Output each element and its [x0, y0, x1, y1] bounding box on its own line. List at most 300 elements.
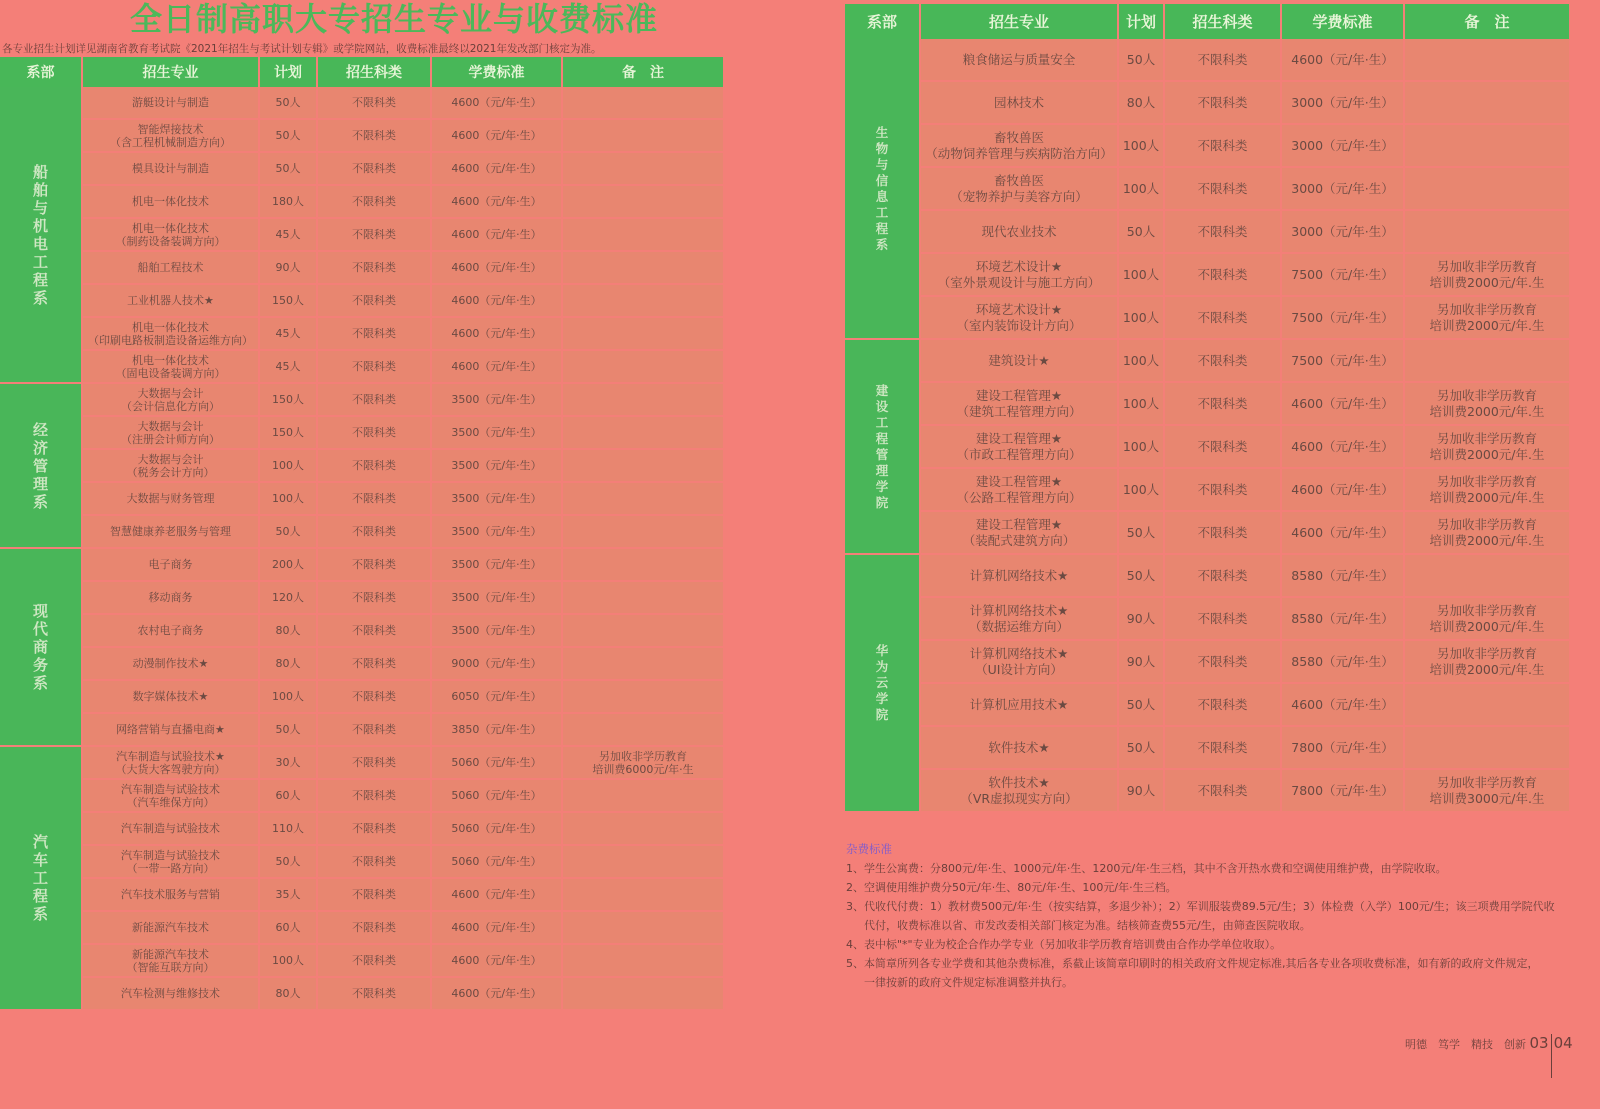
note-cell: [562, 449, 724, 482]
plan-cell: 100人: [1118, 124, 1164, 167]
page-number-right: 04: [1553, 1034, 1573, 1052]
fee-notes: [846, 840, 1570, 992]
note-cell: [562, 185, 724, 218]
major-cell: 汽车检测与维修技术: [82, 977, 259, 1010]
notes-title: 杂费标准: [846, 842, 892, 856]
plan-cell: 60人: [259, 779, 317, 812]
note-cell: 另加收非学历教育 培训费2000元/年.生: [1404, 296, 1570, 339]
note-cell: [562, 812, 724, 845]
subject-cell: 不限科类: [317, 746, 431, 779]
fee-cell: 8580（元/年·生）: [1281, 640, 1404, 683]
plan-cell: 60人: [259, 911, 317, 944]
plan-cell: 100人: [1118, 468, 1164, 511]
plan-cell: 50人: [259, 515, 317, 548]
header-fee: 学费标准: [431, 57, 562, 87]
table-row: [845, 554, 1570, 597]
subject-cell: 不限科类: [1164, 382, 1281, 425]
major-cell: 模具设计与制造: [82, 152, 259, 185]
subject-cell: 不限科类: [1164, 339, 1281, 382]
fee-cell: 7500（元/年·生）: [1281, 296, 1404, 339]
fee-cell: 8580（元/年·生）: [1281, 554, 1404, 597]
major-cell: 软件技术★ （VR虚拟现实方向）: [920, 769, 1118, 812]
subject-cell: 不限科类: [1164, 769, 1281, 812]
note-item: 2、空调使用维护费分50元/年·生、80元/年·生、100元/年·生三档。: [846, 881, 1177, 894]
table-row: [0, 317, 724, 350]
note-cell: [1404, 210, 1570, 253]
note-cell: [562, 680, 724, 713]
note-cell: [562, 87, 724, 119]
note-cell: [562, 779, 724, 812]
subject-cell: 不限科类: [317, 416, 431, 449]
plan-cell: 90人: [1118, 769, 1164, 812]
subject-cell: 不限科类: [1164, 81, 1281, 124]
plan-cell: 35人: [259, 878, 317, 911]
table-row: [0, 87, 724, 119]
subject-cell: 不限科类: [1164, 640, 1281, 683]
fee-cell: 3500（元/年·生）: [431, 383, 562, 416]
fee-cell: 5060（元/年·生）: [431, 746, 562, 779]
subject-cell: 不限科类: [317, 548, 431, 581]
subject-cell: 不限科类: [1164, 39, 1281, 81]
major-cell: 机电一体化技术 （固电设备装调方向）: [82, 350, 259, 383]
table-row: [0, 284, 724, 317]
plan-cell: 80人: [1118, 81, 1164, 124]
plan-cell: 150人: [259, 383, 317, 416]
major-cell: 大数据与会计 （注册会计师方向）: [82, 416, 259, 449]
note-item: 1、学生公寓费：分800元/年·生、1000元/年·生、1200元/年·生三档，其中不含开热水费和空调使用维护费，由学院收取。: [846, 862, 1447, 875]
note-cell: [1404, 683, 1570, 726]
fee-cell: 4600（元/年·生）: [1281, 382, 1404, 425]
fee-cell: 4600（元/年·生）: [431, 911, 562, 944]
plan-cell: 50人: [259, 713, 317, 746]
subject-cell: 不限科类: [317, 317, 431, 350]
subject-cell: 不限科类: [317, 383, 431, 416]
fee-cell: 3500（元/年·生）: [431, 581, 562, 614]
note-cell: [562, 152, 724, 185]
page-divider: [1551, 1034, 1552, 1078]
page-number-left: 03: [1529, 1034, 1549, 1052]
fee-cell: 3500（元/年·生）: [431, 482, 562, 515]
plan-cell: 100人: [259, 944, 317, 977]
fee-cell: 5060（元/年·生）: [431, 812, 562, 845]
table-row: [0, 185, 724, 218]
subject-cell: 不限科类: [317, 845, 431, 878]
fee-table-right: [845, 4, 1571, 813]
fee-cell: 4600（元/年·生）: [431, 350, 562, 383]
major-cell: 建设工程管理★ （装配式建筑方向）: [920, 511, 1118, 554]
fee-cell: 7500（元/年·生）: [1281, 253, 1404, 296]
subject-cell: 不限科类: [317, 779, 431, 812]
page-title: 全日制高职大专招生专业与收费标准: [130, 0, 659, 38]
table-row: [845, 339, 1570, 382]
note-cell: 另加收非学历教育 培训费2000元/年.生: [1404, 425, 1570, 468]
table-row: [845, 39, 1570, 81]
subject-cell: 不限科类: [317, 350, 431, 383]
major-cell: 农村电子商务: [82, 614, 259, 647]
major-cell: 动漫制作技术★: [82, 647, 259, 680]
plan-cell: 80人: [259, 977, 317, 1010]
fee-cell: 3500（元/年·生）: [431, 515, 562, 548]
dept-name: 汽车工程系: [32, 833, 48, 923]
note-cell: [562, 515, 724, 548]
subject-cell: 不限科类: [1164, 124, 1281, 167]
subject-cell: 不限科类: [317, 152, 431, 185]
subject-cell: 不限科类: [317, 482, 431, 515]
table-row: [845, 124, 1570, 167]
fee-cell: 4600（元/年·生）: [431, 284, 562, 317]
header-dept: 系部: [0, 57, 82, 87]
fee-cell: 5060（元/年·生）: [431, 779, 562, 812]
major-cell: 园林技术: [920, 81, 1118, 124]
note-cell: 另加收非学历教育 培训费2000元/年.生: [1404, 511, 1570, 554]
dept-cell: [0, 87, 82, 383]
plan-cell: 50人: [259, 119, 317, 152]
major-cell: 建设工程管理★ （建筑工程管理方向）: [920, 382, 1118, 425]
note-cell: 另加收非学历教育 培训费2000元/年.生: [1404, 597, 1570, 640]
note-cell: 另加收非学历教育 培训费6000元/年·生: [562, 746, 724, 779]
major-cell: 移动商务: [82, 581, 259, 614]
dept-cell: [0, 383, 82, 548]
dept-name: 生物与信息工程系: [875, 124, 889, 252]
footer-motto: 明德 笃学 精技 创新: [1405, 1038, 1526, 1051]
subject-cell: 不限科类: [317, 119, 431, 152]
header-major: 招生专业: [920, 4, 1118, 39]
plan-cell: 50人: [1118, 511, 1164, 554]
note-cell: [1404, 39, 1570, 81]
subject-cell: 不限科类: [1164, 210, 1281, 253]
plan-cell: 180人: [259, 185, 317, 218]
major-cell: 建设工程管理★ （公路工程管理方向）: [920, 468, 1118, 511]
plan-cell: 100人: [1118, 167, 1164, 210]
note-cell: [1404, 167, 1570, 210]
note-cell: 另加收非学历教育 培训费2000元/年.生: [1404, 382, 1570, 425]
table-row: [0, 119, 724, 152]
note-cell: [562, 482, 724, 515]
fee-cell: 3850（元/年·生）: [431, 713, 562, 746]
subject-cell: 不限科类: [317, 977, 431, 1010]
note-cell: [562, 713, 724, 746]
table-row: [0, 152, 724, 185]
table-row: [0, 944, 724, 977]
fee-cell: 4600（元/年·生）: [431, 944, 562, 977]
fee-cell: 4600（元/年·生）: [431, 317, 562, 350]
major-cell: 现代农业技术: [920, 210, 1118, 253]
table-row: [845, 167, 1570, 210]
note-cell: 另加收非学历教育 培训费2000元/年.生: [1404, 468, 1570, 511]
plan-cell: 90人: [1118, 597, 1164, 640]
major-cell: 船舶工程技术: [82, 251, 259, 284]
fee-cell: 4600（元/年·生）: [431, 119, 562, 152]
dept-cell: [0, 548, 82, 746]
plan-cell: 50人: [1118, 39, 1164, 81]
fee-cell: 8580（元/年·生）: [1281, 597, 1404, 640]
plan-cell: 50人: [259, 845, 317, 878]
subject-cell: 不限科类: [317, 218, 431, 251]
table-row: [845, 253, 1570, 296]
major-cell: 游艇设计与制造: [82, 87, 259, 119]
note-cell: [562, 878, 724, 911]
major-cell: 汽车制造与试验技术 （一带一路方向）: [82, 845, 259, 878]
note-item: 3、代收代付费：1）教材费500元/年·生（按实结算，多退少补）；2）军训服装费89.5元/生；3）体检费（入学）100元/生；该三项费用学院代收: [846, 900, 1555, 913]
fee-cell: 4600（元/年·生）: [431, 218, 562, 251]
fee-table-left: [0, 57, 725, 1011]
subject-cell: 不限科类: [317, 911, 431, 944]
header-major: 招生专业: [82, 57, 259, 87]
fee-cell: 7500（元/年·生）: [1281, 339, 1404, 382]
major-cell: 计算机网络技术★ （数据运维方向）: [920, 597, 1118, 640]
subject-cell: 不限科类: [1164, 597, 1281, 640]
subject-cell: 不限科类: [1164, 554, 1281, 597]
table-row: [0, 680, 724, 713]
fee-cell: 4600（元/年·生）: [1281, 511, 1404, 554]
plan-cell: 100人: [259, 482, 317, 515]
subject-cell: 不限科类: [1164, 253, 1281, 296]
plan-cell: 90人: [1118, 640, 1164, 683]
table-row: [0, 548, 724, 581]
major-cell: 软件技术★: [920, 726, 1118, 769]
note-cell: [562, 614, 724, 647]
table-row: [845, 683, 1570, 726]
table-row: [0, 581, 724, 614]
table-row: [0, 515, 724, 548]
table-row: [845, 296, 1570, 339]
note-cell: [562, 581, 724, 614]
note-item: 代付，收费标准以省、市发改委相关部门核定为准。结核筛查费55元/生，由筛查医院收取。: [864, 919, 1311, 932]
subject-cell: 不限科类: [317, 647, 431, 680]
subject-cell: 不限科类: [317, 944, 431, 977]
table-row: [0, 482, 724, 515]
plan-cell: 200人: [259, 548, 317, 581]
note-cell: [562, 251, 724, 284]
plan-cell: 90人: [259, 251, 317, 284]
major-cell: 机电一体化技术 （印刷电路板制造设备运维方向）: [82, 317, 259, 350]
table-row: [845, 468, 1570, 511]
header-subject: 招生科类: [1164, 4, 1281, 39]
fee-cell: 4600（元/年·生）: [431, 152, 562, 185]
header-dept: 系部: [845, 4, 920, 39]
fee-cell: 6050（元/年·生）: [431, 680, 562, 713]
fee-cell: 4600（元/年·生）: [431, 251, 562, 284]
major-cell: 电子商务: [82, 548, 259, 581]
dept-cell: [845, 339, 920, 554]
plan-cell: 100人: [1118, 296, 1164, 339]
header-fee: 学费标准: [1281, 4, 1404, 39]
note-cell: 另加收非学历教育 培训费2000元/年.生: [1404, 253, 1570, 296]
dept-name: 经济管理系: [32, 420, 48, 511]
plan-cell: 50人: [259, 152, 317, 185]
note-cell: [562, 548, 724, 581]
subject-cell: 不限科类: [1164, 683, 1281, 726]
note-cell: [562, 350, 724, 383]
major-cell: 计算机网络技术★ （UI设计方向）: [920, 640, 1118, 683]
page-subtitle: 各专业招生计划详见湖南省教育考试院《2021年招生与考试计划专辑》或学院网站，收费标准最终以2021年发改部门核定为准。: [2, 43, 602, 55]
table-row: [0, 977, 724, 1010]
major-cell: 汽车制造与试验技术★ （大货大客驾驶方向）: [82, 746, 259, 779]
fee-cell: 4600（元/年·生）: [431, 185, 562, 218]
plan-cell: 100人: [1118, 253, 1164, 296]
major-cell: 粮食储运与质量安全: [920, 39, 1118, 81]
fee-cell: 3000（元/年·生）: [1281, 124, 1404, 167]
table-row: [0, 350, 724, 383]
table-row: [0, 746, 724, 779]
note-cell: 另加收非学历教育 培训费3000元/年.生: [1404, 769, 1570, 812]
plan-cell: 100人: [259, 449, 317, 482]
table-row: [845, 726, 1570, 769]
table-row: [845, 81, 1570, 124]
fee-cell: 3000（元/年·生）: [1281, 210, 1404, 253]
major-cell: 计算机应用技术★: [920, 683, 1118, 726]
subject-cell: 不限科类: [317, 680, 431, 713]
table-row: [845, 382, 1570, 425]
fee-cell: 4600（元/年·生）: [1281, 425, 1404, 468]
plan-cell: 100人: [1118, 339, 1164, 382]
note-cell: [1404, 726, 1570, 769]
major-cell: 智能焊接技术 （含工程机械制造方向）: [82, 119, 259, 152]
subject-cell: 不限科类: [317, 185, 431, 218]
plan-cell: 100人: [1118, 382, 1164, 425]
dept-name: 建设工程管理学院: [875, 382, 889, 510]
major-cell: 汽车制造与试验技术: [82, 812, 259, 845]
note-cell: [562, 845, 724, 878]
header-note: 备 注: [562, 57, 724, 87]
table-row: [0, 845, 724, 878]
subject-cell: 不限科类: [1164, 726, 1281, 769]
table-row: [845, 210, 1570, 253]
header-plan: 计划: [1118, 4, 1164, 39]
table-row: [0, 812, 724, 845]
fee-cell: 4600（元/年·生）: [431, 878, 562, 911]
table-row: [845, 425, 1570, 468]
note-cell: [562, 647, 724, 680]
subject-cell: 不限科类: [1164, 296, 1281, 339]
table-row: [0, 911, 724, 944]
plan-cell: 150人: [259, 416, 317, 449]
fee-cell: 4600（元/年·生）: [431, 87, 562, 119]
note-cell: [562, 911, 724, 944]
major-cell: 汽车制造与试验技术 （汽车维保方向）: [82, 779, 259, 812]
dept-name: 船舶与机电工程系: [32, 162, 48, 307]
note-cell: [1404, 554, 1570, 597]
table-row: [845, 769, 1570, 812]
fee-cell: 4600（元/年·生）: [1281, 39, 1404, 81]
fee-cell: 3500（元/年·生）: [431, 416, 562, 449]
plan-cell: 100人: [259, 680, 317, 713]
table-header-row: [0, 57, 724, 87]
table-row: [845, 511, 1570, 554]
table-row: [0, 779, 724, 812]
subject-cell: 不限科类: [317, 878, 431, 911]
fee-cell: 3500（元/年·生）: [431, 548, 562, 581]
plan-cell: 45人: [259, 218, 317, 251]
fee-cell: 4600（元/年·生）: [1281, 683, 1404, 726]
major-cell: 畜牧兽医 （动物饲养管理与疾病防治方向）: [920, 124, 1118, 167]
note-cell: [562, 119, 724, 152]
major-cell: 机电一体化技术: [82, 185, 259, 218]
plan-cell: 110人: [259, 812, 317, 845]
plan-cell: 80人: [259, 614, 317, 647]
table-row: [845, 597, 1570, 640]
subject-cell: 不限科类: [317, 713, 431, 746]
dept-cell: [845, 39, 920, 339]
note-cell: [562, 218, 724, 251]
table-row: [0, 416, 724, 449]
note-cell: [1404, 339, 1570, 382]
fee-cell: 3500（元/年·生）: [431, 449, 562, 482]
fee-cell: 3500（元/年·生）: [431, 614, 562, 647]
page-footer: [1405, 1034, 1595, 1078]
note-cell: [1404, 124, 1570, 167]
fee-cell: 9000（元/年·生）: [431, 647, 562, 680]
table-row: [0, 713, 724, 746]
subject-cell: 不限科类: [1164, 511, 1281, 554]
plan-cell: 50人: [1118, 210, 1164, 253]
major-cell: 汽车技术服务与营销: [82, 878, 259, 911]
subject-cell: 不限科类: [1164, 167, 1281, 210]
table-row: [0, 614, 724, 647]
major-cell: 环境艺术设计★ （室外景观设计与施工方向）: [920, 253, 1118, 296]
header-note: 备 注: [1404, 4, 1570, 39]
table-header-row: [845, 4, 1570, 39]
subject-cell: 不限科类: [317, 581, 431, 614]
dept-cell: [0, 746, 82, 1010]
major-cell: 工业机器人技术★: [82, 284, 259, 317]
major-cell: 建设工程管理★ （市政工程管理方向）: [920, 425, 1118, 468]
table-row: [0, 383, 724, 416]
note-cell: [562, 284, 724, 317]
note-item: 一律按新的政府文件规定标准调整并执行。: [864, 976, 1073, 989]
subject-cell: 不限科类: [317, 515, 431, 548]
fee-cell: 4600（元/年·生）: [431, 977, 562, 1010]
plan-cell: 120人: [259, 581, 317, 614]
plan-cell: 50人: [259, 87, 317, 119]
table-row: [0, 449, 724, 482]
plan-cell: 150人: [259, 284, 317, 317]
major-cell: 机电一体化技术 （制药设备装调方向）: [82, 218, 259, 251]
note-cell: [562, 416, 724, 449]
subject-cell: 不限科类: [317, 284, 431, 317]
subject-cell: 不限科类: [317, 614, 431, 647]
subject-cell: 不限科类: [1164, 468, 1281, 511]
fee-cell: 7800（元/年·生）: [1281, 769, 1404, 812]
header-plan: 计划: [259, 57, 317, 87]
note-cell: [562, 383, 724, 416]
table-row: [0, 251, 724, 284]
table-row: [0, 218, 724, 251]
plan-cell: 50人: [1118, 554, 1164, 597]
major-cell: 环境艺术设计★ （室内装饰设计方向）: [920, 296, 1118, 339]
major-cell: 智慧健康养老服务与管理: [82, 515, 259, 548]
table-row: [0, 878, 724, 911]
note-cell: [562, 944, 724, 977]
major-cell: 大数据与会计 （会计信息化方向）: [82, 383, 259, 416]
subject-cell: 不限科类: [317, 812, 431, 845]
fee-cell: 7800（元/年·生）: [1281, 726, 1404, 769]
dept-name: 现代商务系: [32, 602, 48, 692]
table-row: [845, 640, 1570, 683]
major-cell: 新能源汽车技术 （智能互联方向）: [82, 944, 259, 977]
major-cell: 畜牧兽医 （宠物养护与美容方向）: [920, 167, 1118, 210]
fee-cell: 3000（元/年·生）: [1281, 81, 1404, 124]
subject-cell: 不限科类: [317, 251, 431, 284]
subject-cell: 不限科类: [317, 87, 431, 119]
plan-cell: 45人: [259, 350, 317, 383]
note-item: 5、本简章所列各专业学费和其他杂费标准，系截止该简章印刷时的相关政府文件规定标准,其后各专业各项收费标准，如有新的政府文件规定，: [846, 957, 1539, 970]
plan-cell: 100人: [1118, 425, 1164, 468]
major-cell: 计算机网络技术★: [920, 554, 1118, 597]
note-item: 4、表中标"*"专业为校企合作办学专业（另加收非学历教育培训费由合作办学单位收取）。: [846, 938, 1282, 951]
plan-cell: 80人: [259, 647, 317, 680]
major-cell: 大数据与会计 （税务会计方向）: [82, 449, 259, 482]
